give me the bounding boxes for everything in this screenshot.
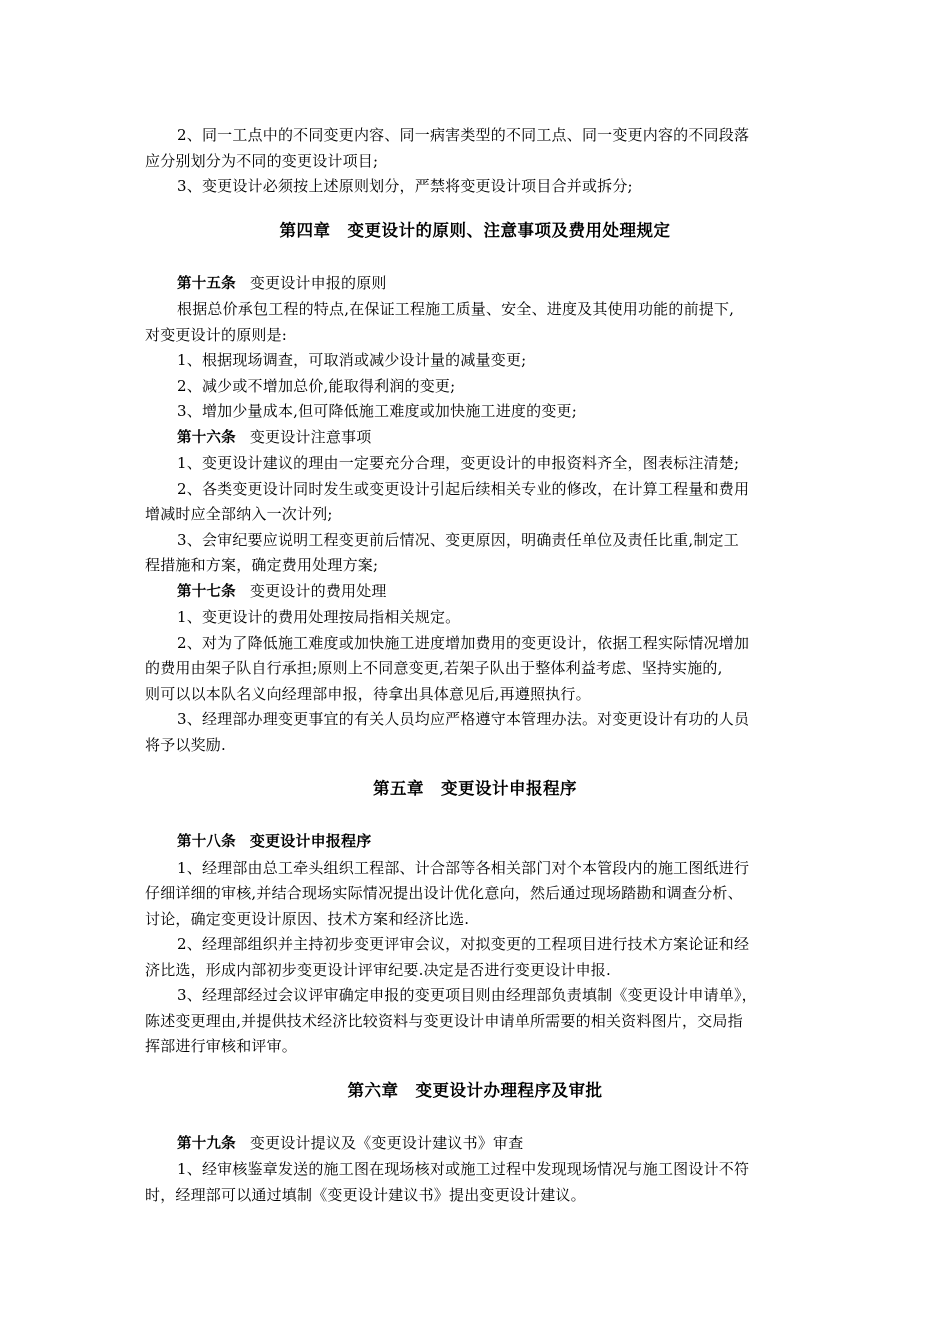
paragraph-line: 讨论，确定变更设计原因、技术方案和经济比选. bbox=[145, 909, 470, 928]
paragraph-line: 2、对为了降低施工难度或加快施工进度增加费用的变更设计，依据工程实际情况增加 bbox=[177, 633, 750, 652]
paragraph-line: 1、根据现场调查，可取消或减少设计量的减量变更; bbox=[177, 351, 527, 369]
paragraph-line: 3、经理部办理变更事宜的有关人员均应严格遵守本管理办法。对变更设计有功的人员 bbox=[177, 710, 750, 728]
document-page bbox=[145, 123, 805, 1208]
article-title: 变更设计申报的原则 bbox=[249, 273, 387, 292]
paragraph-line: 2、各类变更设计同时发生或变更设计引起后续相关专业的修改，在计算工程量和费用 bbox=[177, 479, 750, 498]
paragraph-line: 陈述变更理由,并提供技术经济比较资料与变更设计申请单所需要的相关资料图片，交局指 bbox=[145, 1011, 743, 1030]
paragraph-line: 1、经审核鉴章发送的施工图在现场核对或施工过程中发现现场情况与施工图设计不符 bbox=[177, 1160, 750, 1178]
article-title: 变更设计申报程序 bbox=[249, 832, 372, 850]
article-number: 第十七条 bbox=[177, 583, 236, 600]
paragraph-line: 对变更设计的原则是: bbox=[145, 325, 288, 344]
paragraph-line: 3、会审纪要应说明工程变更前后情况、变更原因，明确责任单位及责任比重,制定工 bbox=[177, 530, 739, 549]
paragraph-line: 3、变更设计必须按上述原则划分，严禁将变更设计项目合并或拆分; bbox=[177, 177, 633, 195]
article-title: 变更设计注意事项 bbox=[249, 427, 372, 446]
paragraph-line: 2、减少或不增加总价,能取得利润的变更; bbox=[177, 376, 456, 395]
paragraph-line: 根据总价承包工程的特点,在保证工程施工质量、安全、进度及其使用功能的前提下, bbox=[177, 300, 735, 318]
article-number: 第十六条 bbox=[177, 429, 236, 446]
chapter-heading: 第五章 变更设计申报程序 bbox=[373, 779, 577, 798]
spacer bbox=[145, 803, 805, 829]
spacer bbox=[145, 1105, 805, 1131]
paragraph-line: 2、同一工点中的不同变更内容、同一病害类型的不同工点、同一变更内容的不同段落 bbox=[177, 126, 750, 144]
paragraph-line: 将予以奖励. bbox=[145, 735, 226, 754]
article-number: 第十九条 bbox=[177, 1135, 236, 1152]
article-number: 第十五条 bbox=[177, 275, 236, 292]
article-heading bbox=[145, 425, 805, 452]
article-title: 变更设计的费用处理 bbox=[249, 581, 387, 600]
chapter-heading: 第六章 变更设计办理程序及审批 bbox=[347, 1080, 603, 1100]
paragraph-line: 2、经理部组织并主持初步变更评审会议，对拟变更的工程项目进行技术方案论证和经 bbox=[177, 935, 750, 953]
paragraph-line: 程措施和方案，确定费用处理方案; bbox=[145, 556, 379, 574]
paragraph-line: 仔细详细的审核,并结合现场实际情况提出设计优化意向，然后通过现场踏勘和调查分析、 bbox=[145, 884, 743, 902]
article-heading bbox=[145, 829, 805, 856]
spacer bbox=[145, 758, 805, 775]
spacer bbox=[145, 200, 805, 217]
paragraph-line: 挥部进行审核和评审。 bbox=[145, 1037, 298, 1055]
spacer bbox=[145, 245, 805, 271]
paragraph-line: 的费用由架子队自行承担;原则上不同意变更,若架子队出于整体利益考虑、坚持实施的, bbox=[145, 659, 723, 677]
paragraph-line: 1、变更设计建议的理由一定要充分合理，变更设计的申报资料齐全，图表标注清楚; bbox=[177, 454, 740, 472]
spacer bbox=[145, 1060, 805, 1077]
paragraph-line: 应分别划分为不同的变更设计项目; bbox=[145, 151, 379, 170]
paragraph-line: 1、变更设计的费用处理按局指相关规定。 bbox=[177, 608, 461, 626]
article-heading bbox=[145, 1131, 805, 1158]
article-title: 变更设计提议及《变更设计建议书》审查 bbox=[249, 1133, 524, 1152]
paragraph-line: 增减时应全部纳入一次计列; bbox=[145, 505, 333, 523]
article-heading bbox=[145, 271, 805, 298]
paragraph-line: 济比选，形成内部初步变更设计评审纪要.决定是否进行变更设计申报. bbox=[145, 960, 611, 979]
paragraph-line: 3、增加少量成本,但可降低施工难度或加快施工进度的变更; bbox=[177, 402, 577, 420]
paragraph-line: 3、经理部经过会议评审确定申报的变更项目则由经理部负责填制《变更设计申请单》， bbox=[177, 986, 757, 1004]
paragraph-line: 时，经理部可以通过填制《变更设计建议书》提出变更设计建议。 bbox=[145, 1185, 586, 1204]
paragraph-line: 则可以以本队名义向经理部申报，待拿出具体意见后,再遵照执行。 bbox=[145, 684, 591, 703]
paragraph-line: 1、经理部由总工牵头组织工程部、计合部等各相关部门对个本管段内的施工图纸进行 bbox=[177, 858, 750, 877]
article-heading bbox=[145, 579, 805, 606]
chapter-heading: 第四章 变更设计的原则、注意事项及费用处理规定 bbox=[279, 220, 671, 240]
article-number: 第十八条 bbox=[177, 834, 236, 850]
